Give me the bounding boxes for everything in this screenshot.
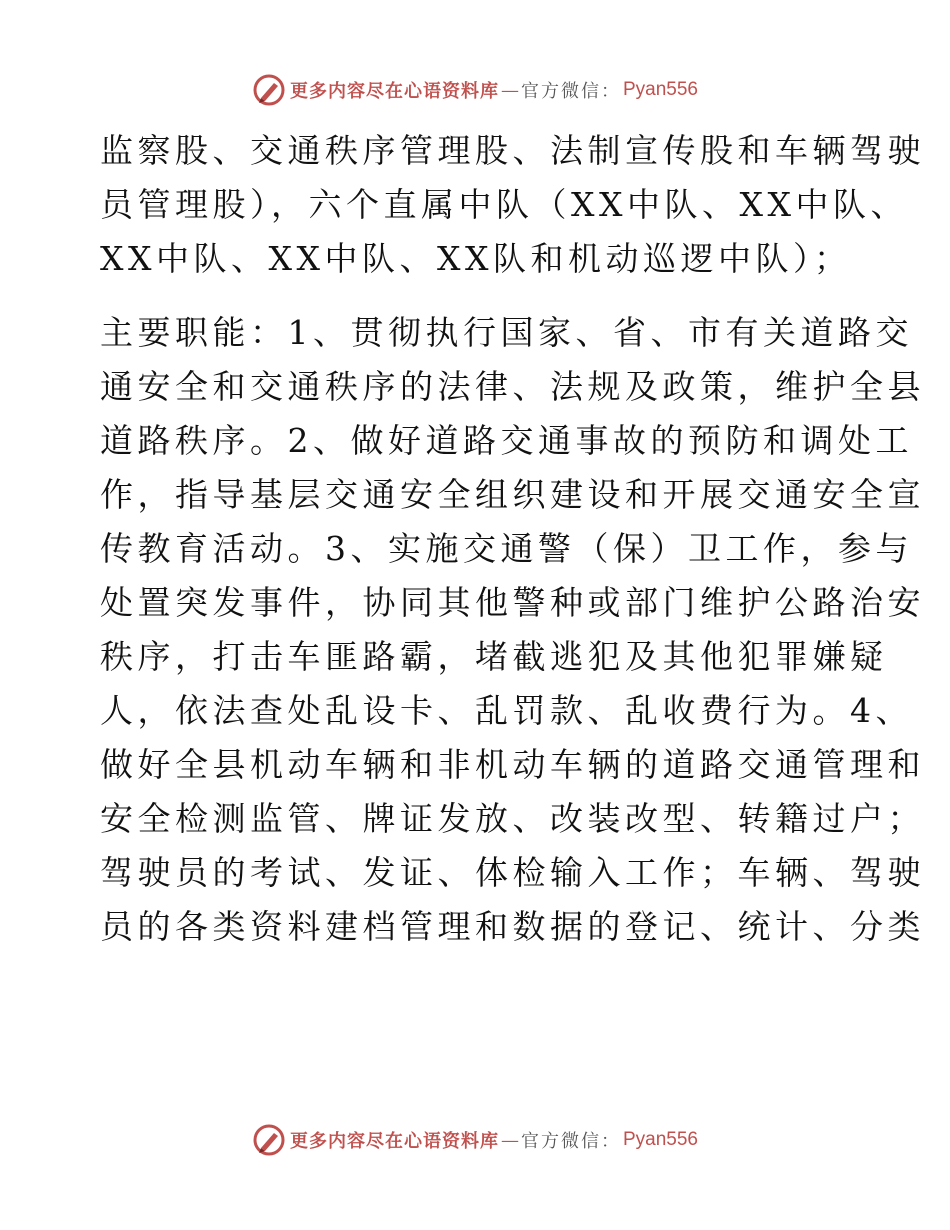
paragraph-1 [100, 124, 925, 286]
text-line: 人，依法查处乱设卡、乱罚款、乱收费行为。4、 [100, 691, 913, 730]
paragraph-2 [100, 306, 925, 954]
text-line: 驾驶员的考试、发证、体检输入工作；车辆、驾驶 [100, 853, 925, 892]
text-line: 做好全县机动车辆和非机动车辆的道路交通管理和 [100, 745, 925, 784]
watermark-site-text: 更多内容尽在心语资料库 [289, 81, 499, 102]
text-line: 通安全和交通秩序的法律、法规及政策，维护全县 [100, 367, 925, 406]
watermark-site-text: 更多内容尽在心语资料库 [289, 1131, 499, 1152]
text-line: XX中队、XX中队、XX队和机动巡逻中队）； [100, 239, 852, 278]
text-line: 监察股、交通秩序管理股、法制宣传股和车辆驾驶 [100, 131, 925, 170]
watermark-dash: — [500, 79, 519, 101]
text-line: 秩序，打击车匪路霸，堵截逃犯及其他犯罪嫌疑 [100, 637, 888, 676]
document-body [100, 124, 925, 954]
text-line: 员的各类资料建档管理和数据的登记、统计、分类 [100, 907, 925, 946]
text-line: 主要职能：1、贯彻执行国家、省、市有关道路交 [100, 313, 913, 352]
watermark-dash: — [500, 1129, 519, 1151]
text-line: 作，指导基层交通安全组织建设和开展交通安全宣 [100, 475, 925, 514]
text-line: 道路秩序。2、做好道路交通事故的预防和调处工 [100, 421, 913, 460]
watermark-wechat-label: 官方微信： [520, 81, 621, 102]
text-line: 传教育活动。3、实施交通警（保）卫工作，参与 [100, 529, 913, 568]
footer-watermark [0, 1120, 950, 1160]
watermark-wechat-label: 官方微信： [520, 1131, 621, 1152]
pen-logo-icon [252, 73, 286, 107]
text-line: 安全检测监管、牌证发放、改装改型、转籍过户； [100, 799, 925, 838]
text-line: 员管理股），六个直属中队（XX中队、XX中队、 [100, 185, 908, 224]
watermark-wechat-id: Pyan556 [622, 1129, 698, 1150]
watermark-wechat-id: Pyan556 [622, 79, 698, 100]
header-watermark [0, 70, 950, 110]
pen-logo-icon [252, 1123, 286, 1157]
text-line: 处置突发事件，协同其他警种或部门维护公路治安 [100, 583, 925, 622]
